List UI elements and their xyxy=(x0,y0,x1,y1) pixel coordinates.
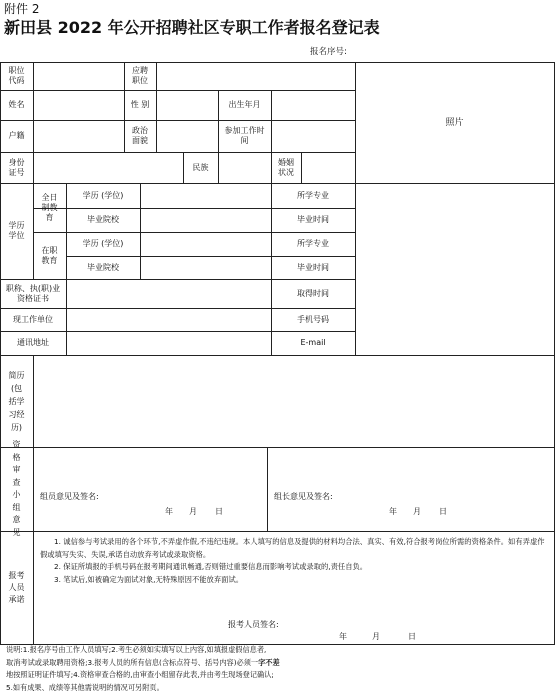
member-month: 月 xyxy=(189,507,197,516)
commitment-item-3: 3. 笔试后,如被确定为面试对象,无特殊原因不能放弃面试。 xyxy=(54,574,244,584)
position-code-value[interactable] xyxy=(33,62,124,90)
note-line-4: 5.如有成果、成绩等其他需说明的情况可另附页。 xyxy=(6,683,164,693)
member-opinion-label: 组员意见及签名: xyxy=(40,492,99,501)
member-year: 年 xyxy=(165,507,173,516)
notes-block xyxy=(6,644,554,695)
gender-label: 性 别 xyxy=(130,100,150,109)
email-label: E-mail xyxy=(300,338,326,347)
qualification-label: 职称、执(职)业资格证书 xyxy=(5,283,61,303)
inservice-grad-time-label: 毕业时间 xyxy=(297,262,329,272)
political-status-value[interactable] xyxy=(156,120,218,152)
attachment-label: 附件 2 xyxy=(4,2,40,16)
signature-day: 日 xyxy=(408,632,416,641)
signature-year: 年 xyxy=(339,632,347,641)
fulltime-school-value[interactable] xyxy=(140,208,271,232)
obtain-time-label: 取得时间 xyxy=(297,288,329,298)
note-line-3: 地按照证明证件填写;4.资格审查合格的,由审查小组留存此表,并由考生现场登记确认; xyxy=(6,670,274,680)
work-start-label: 参加工作时 间 xyxy=(224,126,265,145)
note-line-1: 说明:1.报名序号由工作人员填写;2.考生必须如实填写以上内容,如填报虚假信息者, xyxy=(6,645,267,654)
position-applied-label: 应聘职位 xyxy=(132,66,148,85)
hukou-value[interactable] xyxy=(33,120,124,152)
resume-label: 简历 (包括学习经历) xyxy=(8,370,25,432)
name-value[interactable] xyxy=(33,90,124,120)
photo-box[interactable]: 照片 xyxy=(445,117,464,128)
leader-day: 日 xyxy=(439,507,447,516)
marital-value[interactable] xyxy=(301,152,355,183)
birth-date-label: 出生年月 xyxy=(228,100,261,109)
commitment-label: 报考人员承诺 xyxy=(8,570,25,604)
birth-date-value[interactable] xyxy=(271,90,355,120)
resume-value[interactable] xyxy=(33,355,554,447)
current-employer-label: 现工作单位 xyxy=(13,314,53,324)
signature-label: 报考人员签名: xyxy=(228,620,279,629)
member-day: 日 xyxy=(215,507,223,516)
inservice-degree-value[interactable] xyxy=(140,232,271,256)
fulltime-school-label: 毕业院校 xyxy=(87,215,119,224)
fulltime-grad-time-label: 毕业时间 xyxy=(297,215,329,224)
fulltime-degree-label: 学历 (学位) xyxy=(82,190,124,200)
gender-value[interactable] xyxy=(156,90,218,120)
id-number-label: 身份证号 xyxy=(8,157,25,177)
review-group-label: 资格审查小组意见 xyxy=(12,440,21,537)
position-code-label: 职位代码 xyxy=(8,66,25,85)
fulltime-major-label: 所学专业 xyxy=(297,190,329,200)
ethnicity-value[interactable] xyxy=(218,152,271,183)
fulltime-edu-label: 全日制教育 xyxy=(41,192,58,222)
inservice-degree-label: 学历 (学位) xyxy=(82,239,124,248)
hukou-label: 户籍 xyxy=(8,131,25,140)
commitment-item-2: 2. 保证所填报的手机号码在报考期间通讯畅通,否则错过重要信息而影响考试或录取的,责任自负。 xyxy=(54,562,368,572)
education-group-label: 学历学位 xyxy=(8,221,25,240)
political-status-label: 政治面貌 xyxy=(132,126,148,145)
inservice-edu-label: 在职教育 xyxy=(41,245,58,265)
position-applied-value[interactable] xyxy=(156,62,355,90)
inservice-school-label: 毕业院校 xyxy=(87,262,119,272)
leader-month: 月 xyxy=(413,507,421,516)
current-employer-value[interactable] xyxy=(66,308,271,331)
work-start-value[interactable] xyxy=(271,120,355,152)
commitment-text xyxy=(40,536,550,586)
signature-month: 月 xyxy=(372,632,380,641)
form-title: 新田县 2022 年公开招聘社区专职工作者报名登记表 xyxy=(4,18,380,37)
name-label: 姓名 xyxy=(8,100,25,109)
id-number-value[interactable] xyxy=(33,152,183,183)
leader-opinion-label: 组长意见及签名: xyxy=(274,492,333,501)
serial-number-label: 报名序号: xyxy=(310,47,347,57)
commitment-item-1: 1. 诚信参与考试录用的各个环节,不弄虚作假,不违纪违规。本人填写的信息及提供的材料均合法、真实、有效,符合报考岗位所需的资格条件。如有弄虚作假或填写失实、失误,承诺自动放弃考试或录取资格。 xyxy=(40,537,545,559)
note-line-2: 取消考试或录取聘用资格;3.报考人员的所有信息(含标点符号、括号内容)必须一字不差 xyxy=(6,657,280,667)
marital-label: 婚姻状况 xyxy=(278,157,294,177)
contact-values-area[interactable] xyxy=(355,183,554,355)
ethnicity-label: 民族 xyxy=(192,162,209,172)
address-value[interactable] xyxy=(66,331,271,355)
inservice-major-label: 所学专业 xyxy=(297,239,329,248)
qualification-value[interactable] xyxy=(66,279,271,308)
address-label: 通讯地址 xyxy=(17,338,49,347)
leader-year: 年 xyxy=(389,507,397,516)
phone-label: 手机号码 xyxy=(297,314,329,324)
fulltime-degree-value[interactable] xyxy=(140,183,271,208)
inservice-school-value[interactable] xyxy=(140,256,271,279)
